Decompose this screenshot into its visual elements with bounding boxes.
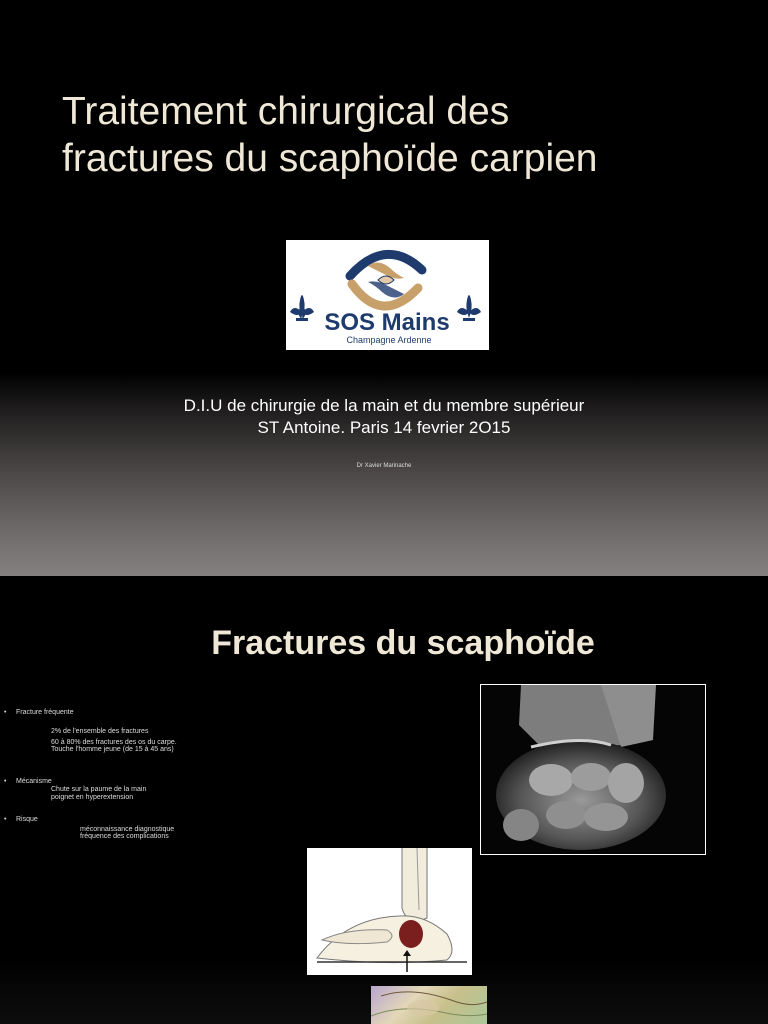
bullet-frequency-label: Fracture fréquente	[16, 709, 74, 716]
wrist-xray-image	[480, 684, 706, 855]
bullet-frequency-detail: 60 à 80% des fractures des os du carpe.	[51, 739, 177, 746]
course-subtitle: D.I.U de chirurgie de la main et du membre supérieur	[183, 396, 585, 415]
bullet-mechanism-detail: Chute sur la paume de la main	[51, 786, 147, 793]
bullet-risk-detail: fréquence des complications	[80, 833, 169, 840]
bullet-frequency-detail: Touche l'homme jeune (de 15 à 45 ans)	[51, 746, 174, 753]
bullet-frequency-detail: 2% de l'ensemble des fractures	[51, 728, 149, 735]
title-line-2: fractures du scaphoïde carpien	[62, 137, 598, 180]
sos-mains-logo	[286, 240, 489, 350]
logo-name: SOS Mains	[324, 309, 450, 336]
slide-fractures-heading: Fractures du scaphoïde	[211, 624, 595, 662]
slide-fractures	[0, 576, 768, 1024]
bullet-dot: •	[4, 778, 7, 785]
clinical-photo-partial	[371, 986, 487, 1024]
bullet-mechanism-label: Mécanisme	[16, 778, 52, 785]
bullet-dot: •	[4, 816, 7, 823]
bullet-dot: •	[4, 709, 7, 716]
title-line-1: Traitement chirurgical des	[62, 90, 510, 133]
course-location-date: ST Antoine. Paris 14 fevrier 2O15	[257, 418, 511, 437]
bullet-risk-label: Risque	[16, 816, 38, 823]
bullet-risk-detail: méconnaissance diagnostique	[80, 826, 175, 833]
scaphoid-fall-diagram	[307, 848, 472, 975]
logo-tagline: Champagne Ardenne	[346, 335, 432, 345]
slide-title-heading	[62, 88, 742, 182]
author-name: Dr Xavier Marinache	[356, 463, 412, 469]
bullet-mechanism-detail: poignet en hyperextension	[51, 794, 134, 801]
